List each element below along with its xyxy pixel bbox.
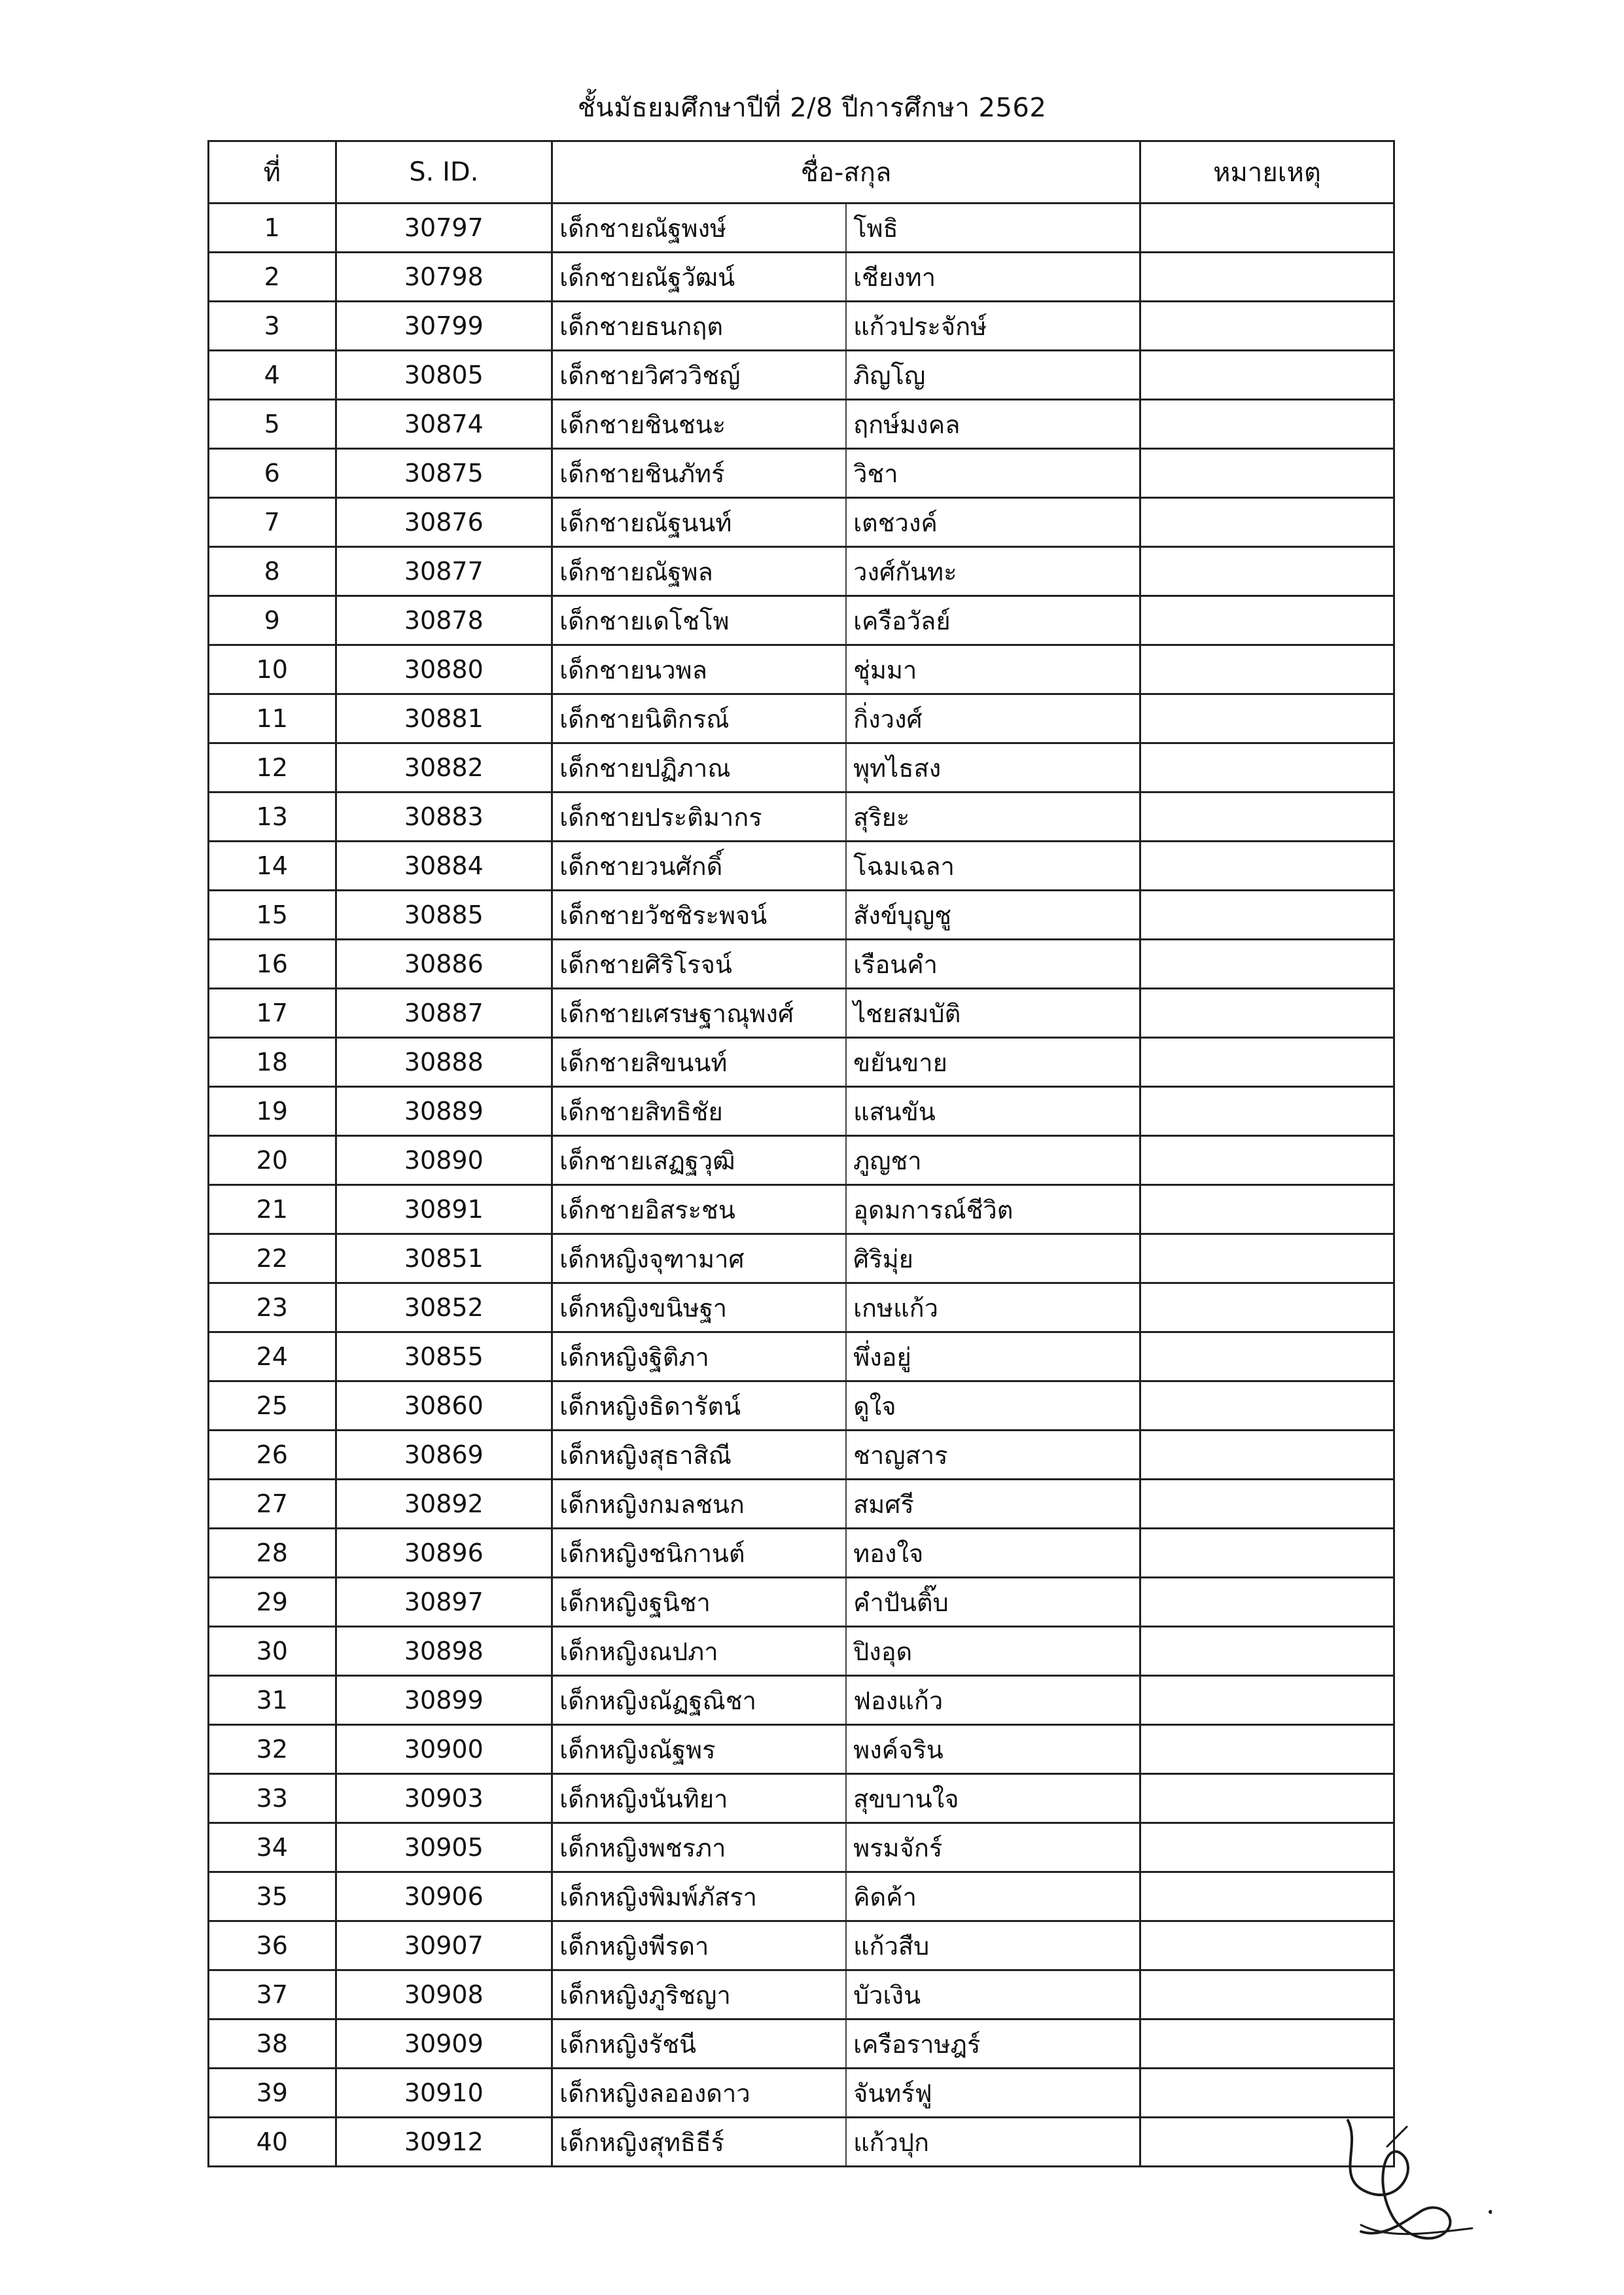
- row-last-name: ภิญโญ: [846, 351, 1140, 400]
- row-number: 15: [209, 891, 336, 940]
- row-remarks: [1140, 2019, 1394, 2069]
- row-last-name: พุทไธสง: [846, 743, 1140, 792]
- row-last-name: พรมจักร์: [846, 1823, 1140, 1872]
- row-first-name: เด็กหญิงภูริชญา: [552, 1970, 846, 2019]
- row-student-id: 30909: [336, 2019, 552, 2069]
- row-student-id: 30884: [336, 842, 552, 891]
- table-row: [209, 1038, 1394, 1087]
- row-first-name: เด็กชายเศรษฐาณุพงศ์: [552, 989, 846, 1038]
- row-last-name: บัวเงิน: [846, 1970, 1140, 2019]
- row-first-name: เด็กหญิงธิดารัตน์: [552, 1381, 846, 1431]
- row-first-name: เด็กชายปฏิภาณ: [552, 743, 846, 792]
- row-first-name: เด็กหญิงพชรภา: [552, 1823, 846, 1872]
- row-remarks: [1140, 1038, 1394, 1087]
- row-first-name: เด็กชายเดโชโพ: [552, 596, 846, 645]
- row-last-name: เครือราษฎร์: [846, 2019, 1140, 2069]
- row-remarks: [1140, 1087, 1394, 1136]
- table-row: [209, 1578, 1394, 1627]
- row-remarks: [1140, 1431, 1394, 1480]
- row-last-name: แก้วปุก: [846, 2118, 1140, 2167]
- row-number: 22: [209, 1234, 336, 1283]
- row-student-id: 30885: [336, 891, 552, 940]
- row-remarks: [1140, 940, 1394, 989]
- row-first-name: เด็กหญิงณัฏฐณิชา: [552, 1676, 846, 1725]
- row-first-name: เด็กหญิงฐิติภา: [552, 1332, 846, 1381]
- table-row: [209, 1136, 1394, 1185]
- table-row: [209, 842, 1394, 891]
- row-student-id: 30880: [336, 645, 552, 694]
- row-student-id: 30903: [336, 1774, 552, 1823]
- row-remarks: [1140, 400, 1394, 449]
- row-student-id: 30869: [336, 1431, 552, 1480]
- row-student-id: 30887: [336, 989, 552, 1038]
- row-remarks: [1140, 891, 1394, 940]
- row-last-name: พงค์จริน: [846, 1725, 1140, 1774]
- table-row: [209, 1087, 1394, 1136]
- row-last-name: ปิงอุด: [846, 1627, 1140, 1676]
- row-student-id: 30855: [336, 1332, 552, 1381]
- row-number: 30: [209, 1627, 336, 1676]
- row-first-name: เด็กชายเสฏฐวุฒิ: [552, 1136, 846, 1185]
- row-last-name: เตชวงค์: [846, 498, 1140, 547]
- row-number: 32: [209, 1725, 336, 1774]
- row-first-name: เด็กหญิงชนิกานต์: [552, 1529, 846, 1578]
- table-row: [209, 1529, 1394, 1578]
- row-last-name: แสนขัน: [846, 1087, 1140, 1136]
- row-first-name: เด็กหญิงขนิษฐา: [552, 1283, 846, 1332]
- row-student-id: 30875: [336, 449, 552, 498]
- row-number: 7: [209, 498, 336, 547]
- row-student-id: 30891: [336, 1185, 552, 1234]
- table-row: [209, 1774, 1394, 1823]
- row-last-name: เกษแก้ว: [846, 1283, 1140, 1332]
- roster-body: [209, 204, 1394, 2167]
- table-row: [209, 253, 1394, 302]
- row-first-name: เด็กหญิงสุทธิธีร์: [552, 2118, 846, 2167]
- row-number: 20: [209, 1136, 336, 1185]
- table-row: [209, 1332, 1394, 1381]
- row-number: 10: [209, 645, 336, 694]
- row-number: 18: [209, 1038, 336, 1087]
- header-number: ที่: [209, 141, 336, 204]
- table-row: [209, 1480, 1394, 1529]
- row-student-id: 30877: [336, 547, 552, 596]
- row-remarks: [1140, 645, 1394, 694]
- table-row: [209, 1627, 1394, 1676]
- row-first-name: เด็กชายชินชนะ: [552, 400, 846, 449]
- row-student-id: 30878: [336, 596, 552, 645]
- row-student-id: 30897: [336, 1578, 552, 1627]
- table-row: [209, 989, 1394, 1038]
- row-first-name: เด็กหญิงพิมพ์ภัสรา: [552, 1872, 846, 1921]
- row-remarks: [1140, 547, 1394, 596]
- row-student-id: 30886: [336, 940, 552, 989]
- row-remarks: [1140, 1234, 1394, 1283]
- row-last-name: ขยันขาย: [846, 1038, 1140, 1087]
- row-remarks: [1140, 1283, 1394, 1332]
- row-student-id: 30890: [336, 1136, 552, 1185]
- header-full-name: ชื่อ-สกุล: [552, 141, 1140, 204]
- student-roster-table: [207, 140, 1395, 2167]
- row-student-id: 30899: [336, 1676, 552, 1725]
- row-first-name: เด็กชายธนกฤต: [552, 302, 846, 351]
- row-remarks: [1140, 596, 1394, 645]
- document-title: ชั้นมัธยมศึกษาปีที่ 2/8 ปีการศึกษา 2562: [577, 93, 1047, 123]
- row-student-id: 30799: [336, 302, 552, 351]
- row-number: 29: [209, 1578, 336, 1627]
- row-first-name: เด็กชายณัฐวัฒน์: [552, 253, 846, 302]
- table-row: [209, 2069, 1394, 2118]
- table-row: [209, 645, 1394, 694]
- row-last-name: อุดมการณ์ชีวิต: [846, 1185, 1140, 1234]
- row-remarks: [1140, 302, 1394, 351]
- table-row: [209, 1921, 1394, 1970]
- row-last-name: โฉมเฉลา: [846, 842, 1140, 891]
- table-row: [209, 891, 1394, 940]
- row-student-id: 30797: [336, 204, 552, 253]
- row-remarks: [1140, 449, 1394, 498]
- row-first-name: เด็กหญิงฐนิชา: [552, 1578, 846, 1627]
- row-student-id: 30852: [336, 1283, 552, 1332]
- row-remarks: [1140, 1970, 1394, 2019]
- row-number: 27: [209, 1480, 336, 1529]
- row-last-name: ไชยสมบัติ: [846, 989, 1140, 1038]
- row-first-name: เด็กหญิงสุธาสิณี: [552, 1431, 846, 1480]
- row-remarks: [1140, 1332, 1394, 1381]
- row-remarks: [1140, 1381, 1394, 1431]
- row-last-name: จันทร์ฟู: [846, 2069, 1140, 2118]
- row-first-name: เด็กหญิงจุฑามาศ: [552, 1234, 846, 1283]
- table-row: [209, 940, 1394, 989]
- row-number: 5: [209, 400, 336, 449]
- row-number: 31: [209, 1676, 336, 1725]
- row-student-id: 30906: [336, 1872, 552, 1921]
- row-first-name: เด็กหญิงณัฐพร: [552, 1725, 846, 1774]
- row-last-name: เชียงทา: [846, 253, 1140, 302]
- row-last-name: สมศรี: [846, 1480, 1140, 1529]
- row-first-name: เด็กชายณัฐพงษ์: [552, 204, 846, 253]
- row-remarks: [1140, 1725, 1394, 1774]
- row-number: 4: [209, 351, 336, 400]
- header-student-id: S. ID.: [336, 141, 552, 204]
- table-row: [209, 743, 1394, 792]
- signature-mark: [1322, 2107, 1492, 2264]
- table-row: [209, 449, 1394, 498]
- table-row: [209, 2118, 1394, 2167]
- row-last-name: เครือวัลย์: [846, 596, 1140, 645]
- row-remarks: [1140, 1529, 1394, 1578]
- row-first-name: เด็กชายวิศววิชญ์: [552, 351, 846, 400]
- row-number: 16: [209, 940, 336, 989]
- table-row: [209, 1431, 1394, 1480]
- row-last-name: ทองใจ: [846, 1529, 1140, 1578]
- row-student-id: 30892: [336, 1480, 552, 1529]
- row-remarks: [1140, 253, 1394, 302]
- row-last-name: ชาญสาร: [846, 1431, 1140, 1480]
- table-row: [209, 1970, 1394, 2019]
- table-row: [209, 1185, 1394, 1234]
- row-number: 12: [209, 743, 336, 792]
- row-number: 35: [209, 1872, 336, 1921]
- row-number: 23: [209, 1283, 336, 1332]
- row-student-id: 30896: [336, 1529, 552, 1578]
- row-first-name: เด็กหญิงนันทิยา: [552, 1774, 846, 1823]
- row-remarks: [1140, 351, 1394, 400]
- row-student-id: 30898: [336, 1627, 552, 1676]
- row-number: 37: [209, 1970, 336, 2019]
- row-first-name: เด็กหญิงรัชนี: [552, 2019, 846, 2069]
- table-row: [209, 596, 1394, 645]
- row-first-name: เด็กหญิงลอองดาว: [552, 2069, 846, 2118]
- row-first-name: เด็กชายประติมากร: [552, 792, 846, 842]
- row-first-name: เด็กชายวัชชิระพจน์: [552, 891, 846, 940]
- row-remarks: [1140, 1627, 1394, 1676]
- row-number: 34: [209, 1823, 336, 1872]
- row-remarks: [1140, 1676, 1394, 1725]
- row-student-id: 30860: [336, 1381, 552, 1431]
- row-last-name: สุริยะ: [846, 792, 1140, 842]
- row-last-name: ฟองแก้ว: [846, 1676, 1140, 1725]
- table-row: [209, 204, 1394, 253]
- table-row: [209, 2019, 1394, 2069]
- table-row: [209, 1725, 1394, 1774]
- row-student-id: 30900: [336, 1725, 552, 1774]
- row-first-name: เด็กหญิงณปภา: [552, 1627, 846, 1676]
- row-last-name: สุขบานใจ: [846, 1774, 1140, 1823]
- row-student-id: 30905: [336, 1823, 552, 1872]
- row-remarks: [1140, 1921, 1394, 1970]
- row-remarks: [1140, 1774, 1394, 1823]
- row-first-name: เด็กชายณัฐนนท์: [552, 498, 846, 547]
- row-number: 28: [209, 1529, 336, 1578]
- row-student-id: 30889: [336, 1087, 552, 1136]
- row-student-id: 30888: [336, 1038, 552, 1087]
- table-row: [209, 351, 1394, 400]
- row-remarks: [1140, 1480, 1394, 1529]
- table-row: [209, 1283, 1394, 1332]
- row-first-name: เด็กหญิงกมลชนก: [552, 1480, 846, 1529]
- row-number: 1: [209, 204, 336, 253]
- row-first-name: เด็กชายวนศักดิ์: [552, 842, 846, 891]
- row-number: 24: [209, 1332, 336, 1381]
- row-student-id: 30881: [336, 694, 552, 743]
- row-student-id: 30908: [336, 1970, 552, 2019]
- row-remarks: [1140, 204, 1394, 253]
- table-row: [209, 792, 1394, 842]
- row-remarks: [1140, 743, 1394, 792]
- table-header-row: [209, 141, 1394, 204]
- row-number: 11: [209, 694, 336, 743]
- row-number: 13: [209, 792, 336, 842]
- row-last-name: พึ่งอยู่: [846, 1332, 1140, 1381]
- row-number: 8: [209, 547, 336, 596]
- row-student-id: 30883: [336, 792, 552, 842]
- row-number: 14: [209, 842, 336, 891]
- row-number: 17: [209, 989, 336, 1038]
- row-first-name: เด็กชายศิริโรจน์: [552, 940, 846, 989]
- row-last-name: ดูใจ: [846, 1381, 1140, 1431]
- table-row: [209, 1381, 1394, 1431]
- row-last-name: ฤกษ์มงคล: [846, 400, 1140, 449]
- row-student-id: 30851: [336, 1234, 552, 1283]
- row-student-id: 30910: [336, 2069, 552, 2118]
- row-student-id: 30798: [336, 253, 552, 302]
- row-first-name: เด็กชายนิติกรณ์: [552, 694, 846, 743]
- row-number: 21: [209, 1185, 336, 1234]
- row-first-name: เด็กหญิงพีรดา: [552, 1921, 846, 1970]
- row-number: 19: [209, 1087, 336, 1136]
- row-last-name: แก้วสืบ: [846, 1921, 1140, 1970]
- row-last-name: แก้วประจักษ์: [846, 302, 1140, 351]
- row-remarks: [1140, 842, 1394, 891]
- row-last-name: วงศ์กันทะ: [846, 547, 1140, 596]
- row-first-name: เด็กชายนวพล: [552, 645, 846, 694]
- row-first-name: เด็กชายชินภัทร์: [552, 449, 846, 498]
- header-remarks: หมายเหตุ: [1140, 141, 1394, 204]
- row-number: 26: [209, 1431, 336, 1480]
- row-student-id: 30907: [336, 1921, 552, 1970]
- row-remarks: [1140, 1578, 1394, 1627]
- table-row: [209, 1676, 1394, 1725]
- table-row: [209, 694, 1394, 743]
- row-remarks: [1140, 1185, 1394, 1234]
- table-row: [209, 1823, 1394, 1872]
- row-student-id: 30882: [336, 743, 552, 792]
- row-last-name: คิดค้า: [846, 1872, 1140, 1921]
- row-remarks: [1140, 989, 1394, 1038]
- row-first-name: เด็กชายณัฐพล: [552, 547, 846, 596]
- row-number: 36: [209, 1921, 336, 1970]
- row-last-name: ศิริมุ่ย: [846, 1234, 1140, 1283]
- row-remarks: [1140, 498, 1394, 547]
- row-number: 33: [209, 1774, 336, 1823]
- row-last-name: ภูญชา: [846, 1136, 1140, 1185]
- row-number: 40: [209, 2118, 336, 2167]
- row-number: 2: [209, 253, 336, 302]
- table-row: [209, 498, 1394, 547]
- row-first-name: เด็กชายสิขนนท์: [552, 1038, 846, 1087]
- row-student-id: 30912: [336, 2118, 552, 2167]
- row-student-id: 30876: [336, 498, 552, 547]
- row-first-name: เด็กชายสิทธิชัย: [552, 1087, 846, 1136]
- row-first-name: เด็กชายอิสระชน: [552, 1185, 846, 1234]
- row-remarks: [1140, 1136, 1394, 1185]
- row-student-id: 30874: [336, 400, 552, 449]
- row-last-name: คำปันติ๊บ: [846, 1578, 1140, 1627]
- row-last-name: กิ่งวงศ์: [846, 694, 1140, 743]
- row-remarks: [1140, 694, 1394, 743]
- row-last-name: เรือนคำ: [846, 940, 1140, 989]
- row-student-id: 30805: [336, 351, 552, 400]
- row-number: 3: [209, 302, 336, 351]
- row-number: 39: [209, 2069, 336, 2118]
- table-row: [209, 547, 1394, 596]
- row-number: 25: [209, 1381, 336, 1431]
- table-row: [209, 400, 1394, 449]
- table-row: [209, 1234, 1394, 1283]
- row-remarks: [1140, 1823, 1394, 1872]
- row-last-name: วิชา: [846, 449, 1140, 498]
- row-remarks: [1140, 792, 1394, 842]
- row-number: 9: [209, 596, 336, 645]
- row-last-name: สังข์บุญชู: [846, 891, 1140, 940]
- row-number: 6: [209, 449, 336, 498]
- row-number: 38: [209, 2019, 336, 2069]
- row-last-name: ชุ่มมา: [846, 645, 1140, 694]
- table-row: [209, 1872, 1394, 1921]
- row-last-name: โพธิ: [846, 204, 1140, 253]
- row-remarks: [1140, 1872, 1394, 1921]
- table-row: [209, 302, 1394, 351]
